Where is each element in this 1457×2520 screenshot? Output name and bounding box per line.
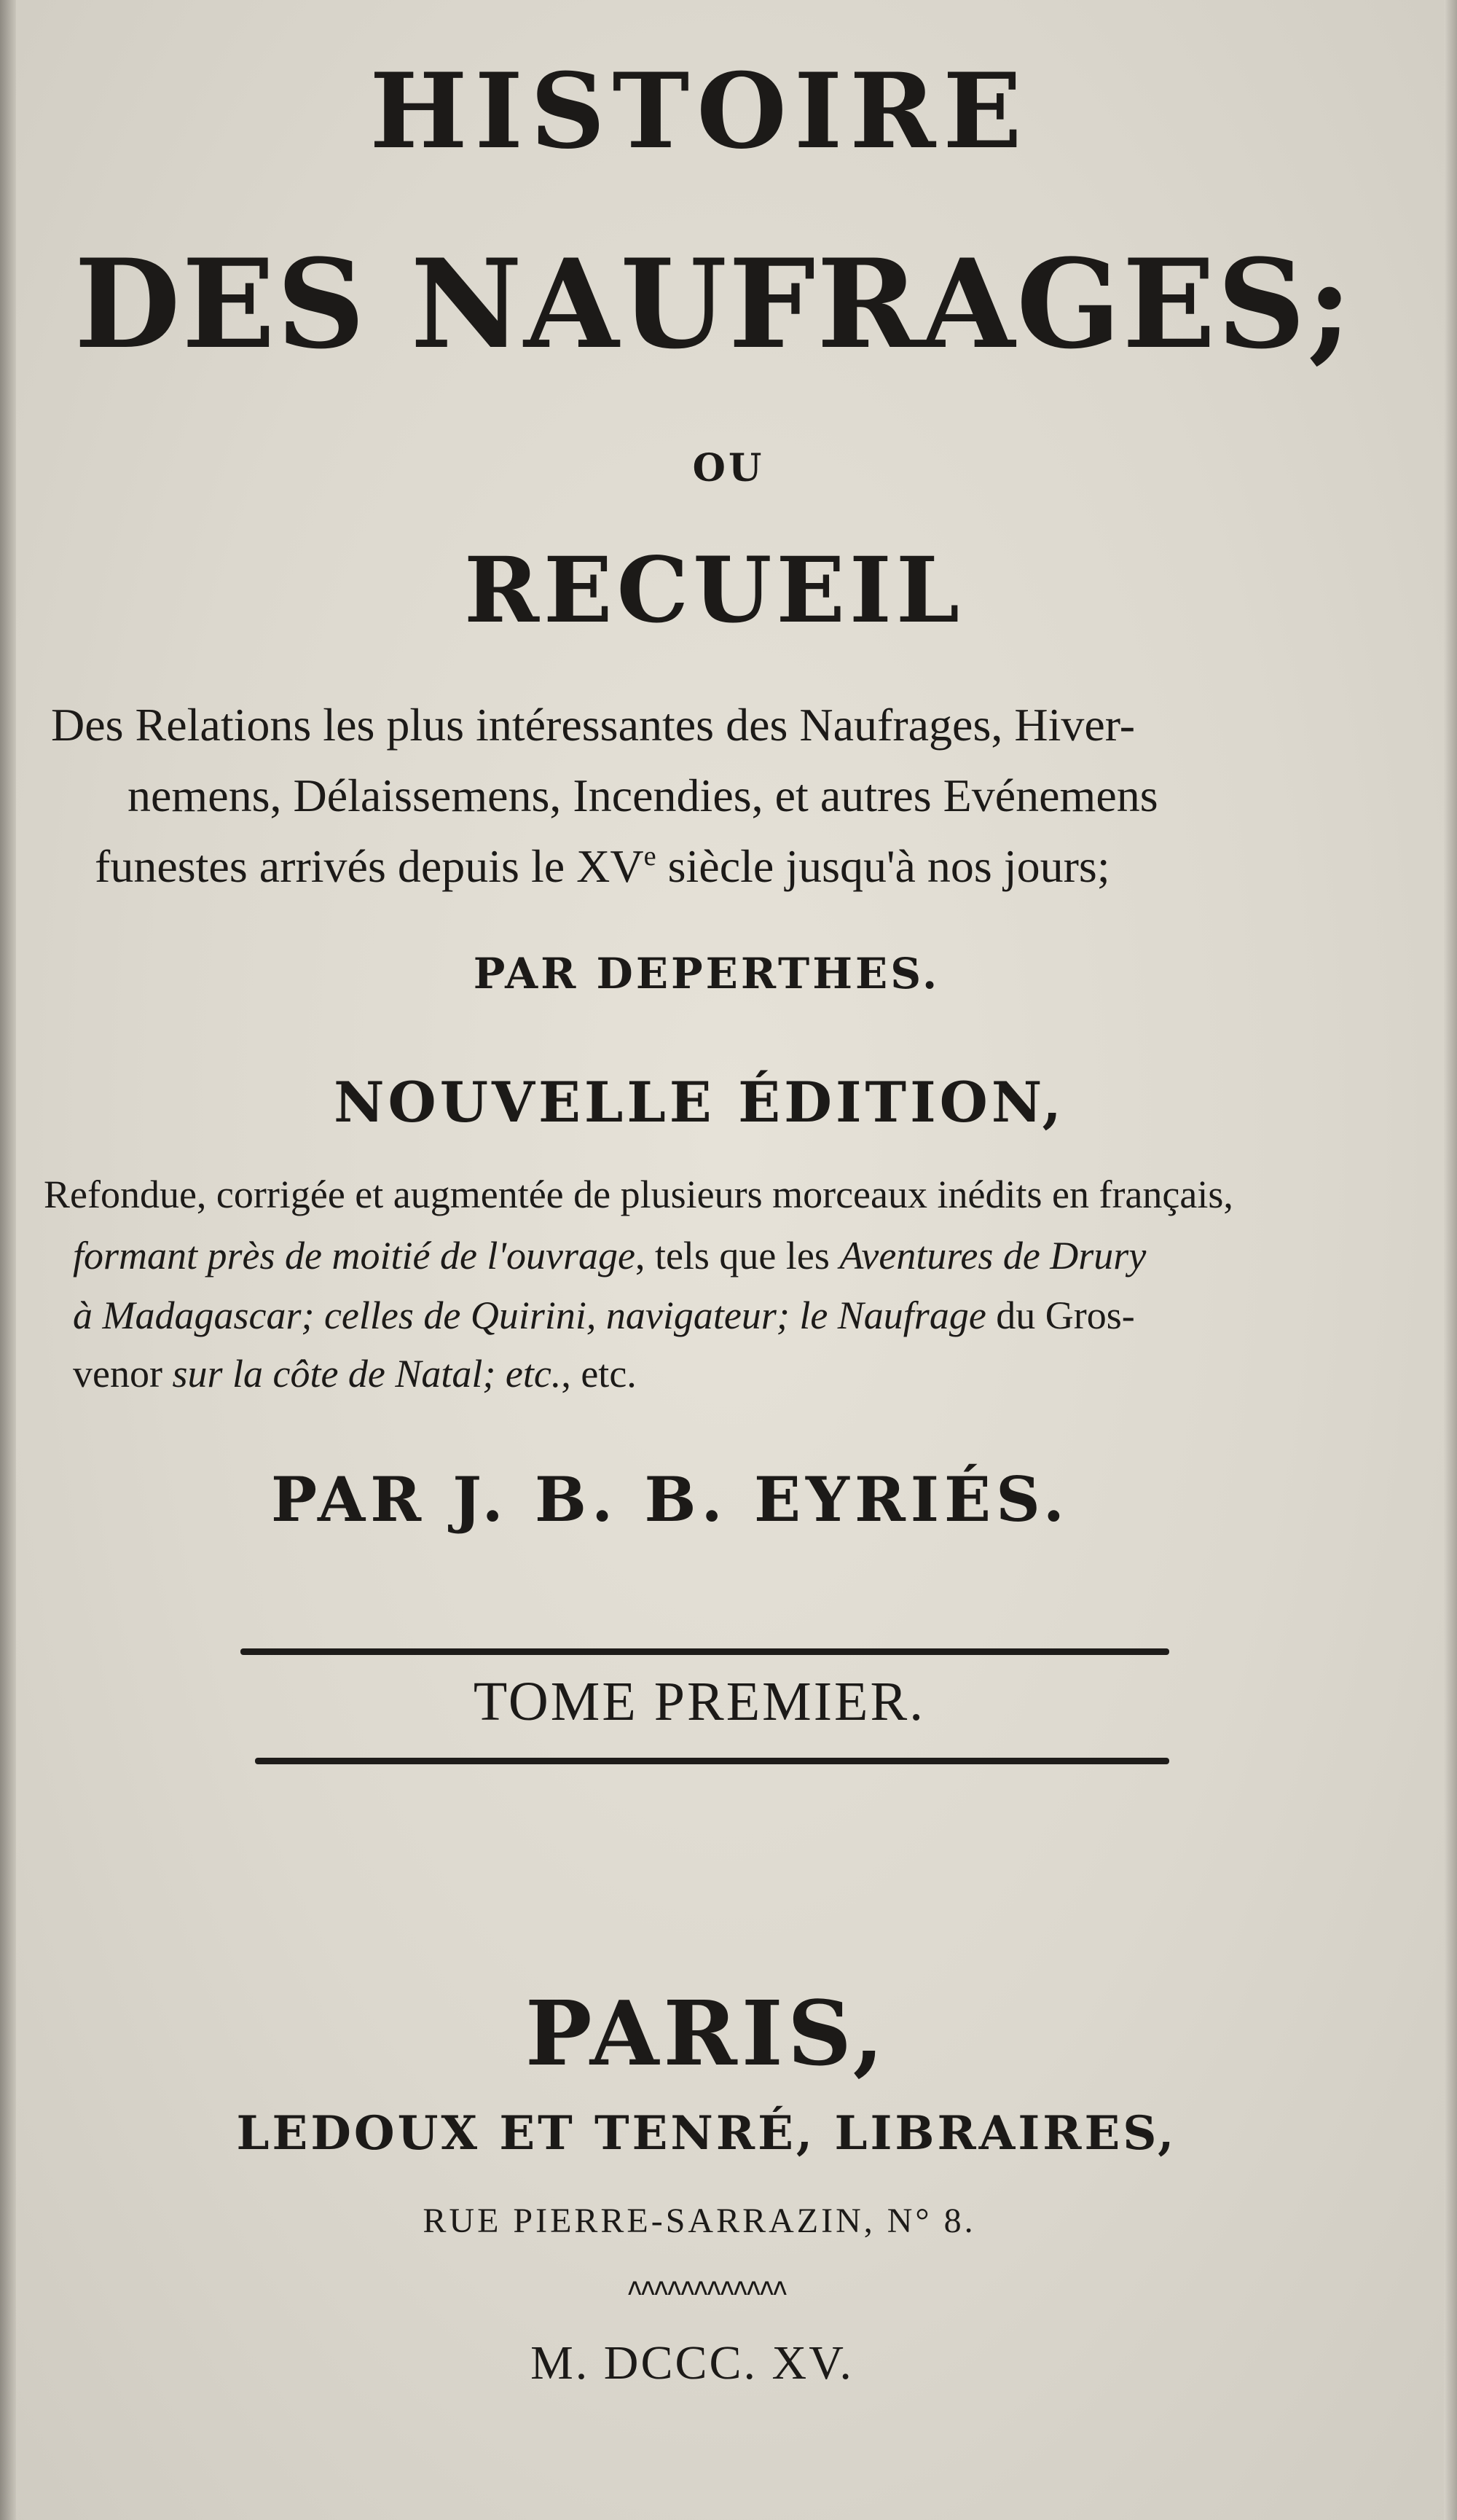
description-line-2: nemens, Délaissemens, Incendies, et autres Evénemens	[127, 770, 1158, 821]
edition-note-roman: du Gros-	[986, 1294, 1135, 1337]
title-line-2: DES NAUFRAGES;	[74, 232, 1354, 376]
edition-note-italic: sur la côte de Natal; etc.	[172, 1352, 562, 1396]
description-line-3	[95, 840, 1421, 893]
subtitle: RECUEIL	[463, 538, 965, 643]
page-edge-right	[1444, 0, 1457, 2520]
divider-top	[240, 1648, 1169, 1655]
edition-note-italic: à Madagascar; celles de Quirini, navigateur; le Naufrage	[73, 1294, 986, 1337]
description-line-1: Des Relations les plus intéressantes des Naufrages, Hiver-	[51, 699, 1136, 751]
divider-bottom	[255, 1758, 1169, 1764]
imprint-city: PARIS,	[525, 1981, 889, 2086]
century-superscript: e	[643, 840, 656, 872]
edition-note-roman: , tels que les	[635, 1234, 840, 1277]
edition-note-italic: formant près de moitié de l'ouvrage	[73, 1234, 635, 1277]
editor-author: PAR J. B. B. EYRIÉS.	[271, 1463, 1069, 1535]
original-author: PAR DEPERTHES.	[473, 949, 940, 998]
description-line-3-end: siècle jusqu'à nos jours;	[656, 840, 1110, 892]
edition-note-line-2	[73, 1233, 1146, 1278]
edition-note-roman: , etc.	[561, 1352, 637, 1396]
edition-statement: NOUVELLE ÉDITION,	[334, 1070, 1065, 1135]
edition-note-line-3	[73, 1293, 1135, 1338]
imprint-date: M. DCCC. XV.	[530, 2336, 854, 2390]
edition-note-roman: venor	[73, 1352, 173, 1396]
edition-note-italic: Aventures de Drury	[839, 1234, 1147, 1277]
volume-label: TOME PREMIER.	[473, 1671, 926, 1732]
imprint-publisher: LEDOUX ET TENRÉ, LIBRAIRES,	[236, 2106, 1177, 2161]
edition-note-line-1: Refondue, corrigée et augmentée de plusieurs morceaux inédits en français,	[44, 1173, 1233, 1216]
imprint-address: RUE PIERRE-SARRAZIN, N° 8.	[423, 2202, 976, 2240]
description-line-3-start: funestes arrivés depuis le XV	[95, 840, 644, 892]
title-connector: OU	[692, 446, 765, 490]
edition-note-line-4	[73, 1351, 637, 1396]
printer-ornament: ʌʌʌʌʌʌʌʌʌʌʌʌ	[627, 2272, 786, 2301]
title-line-1: HISTOIRE	[369, 51, 1029, 172]
